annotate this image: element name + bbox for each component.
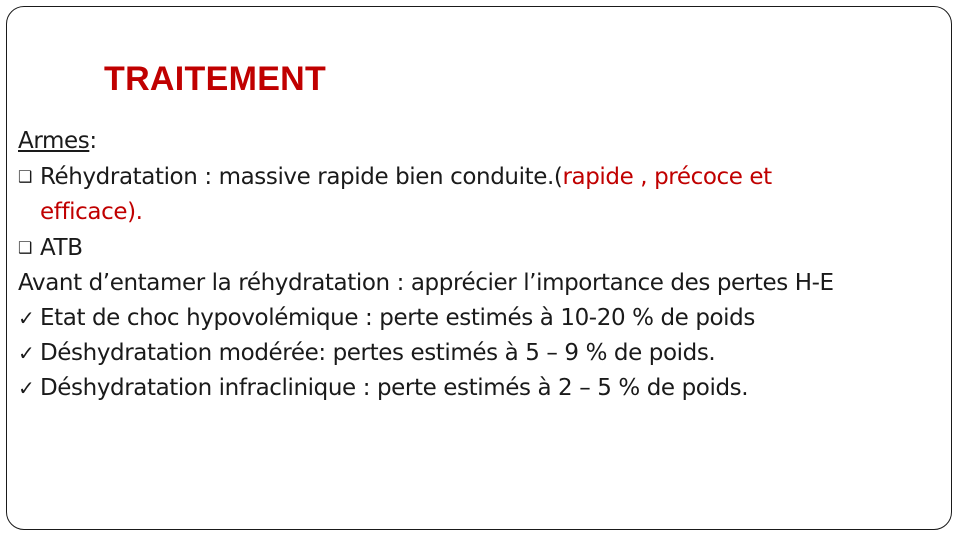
list-item-rehydratation-continuation — [18, 195, 918, 230]
list-item-rehydratation — [18, 159, 918, 195]
item1-text: Réhydratation : massive rapide bien conduite.( — [40, 164, 563, 190]
square-bullet-icon: ❑ — [18, 167, 32, 186]
paragraph-avant: Avant d’entamer la réhydratation : apprécier l’importance des pertes H-E — [18, 270, 834, 296]
item1-continuation-end: ). — [127, 199, 143, 225]
slide-title: TRAITEMENT — [104, 60, 327, 98]
item2-text: ATB — [40, 235, 83, 261]
check-icon: ✓ — [18, 376, 35, 400]
check-item — [18, 301, 918, 336]
check-item-text: Déshydratation infraclinique : perte estimés à 2 – 5 % de poids. — [40, 375, 749, 401]
armes-label: Armes — [18, 128, 90, 154]
item1-continuation-red: efficace — [40, 199, 128, 225]
check-icon: ✓ — [18, 306, 35, 330]
check-item — [18, 371, 918, 406]
slide-body — [18, 124, 918, 406]
armes-colon: : — [89, 128, 97, 154]
check-item-text: Déshydratation modérée: pertes estimés à 5 – 9 % de poids. — [40, 340, 716, 366]
check-item-text: Etat de choc hypovolémique : perte estimés à 10-20 % de poids — [40, 305, 755, 331]
armes-heading — [18, 124, 918, 159]
check-icon: ✓ — [18, 341, 35, 365]
item1-red-text: rapide , précoce et — [562, 164, 772, 190]
list-item-atb — [18, 230, 918, 266]
check-item — [18, 336, 918, 371]
square-bullet-icon: ❑ — [18, 238, 32, 257]
